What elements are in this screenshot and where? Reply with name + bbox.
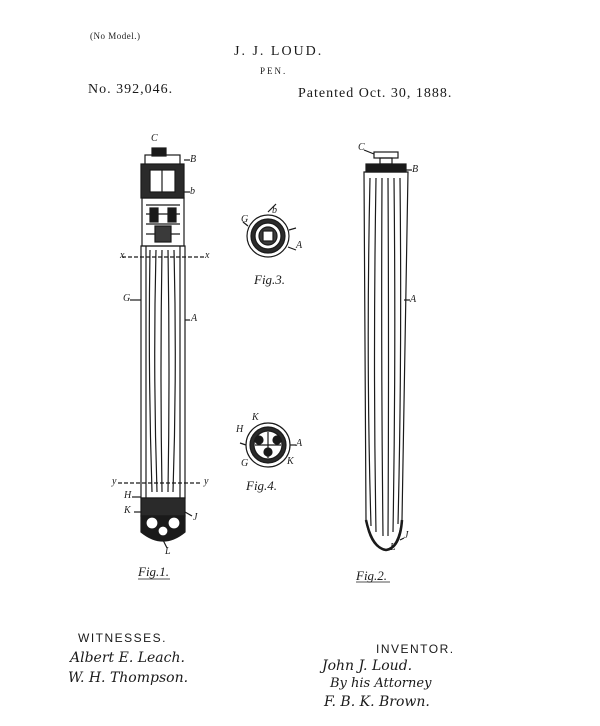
label-B-fig1: B <box>190 154 197 165</box>
label-C-fig1: C <box>151 133 158 144</box>
inventor-signature: John J. Loud. <box>322 658 413 674</box>
by-attorney: By his Attorney <box>330 676 432 691</box>
fig3-caption: Fig.3. <box>254 272 286 287</box>
patent-date: Patented Oct. 30, 1888. <box>298 86 453 101</box>
label-G-fig3: G <box>241 214 249 225</box>
label-L-fig2: L <box>390 542 396 553</box>
label-b-fig3: b <box>272 205 277 216</box>
attorney-signature: F. B. K. Brown. <box>324 694 430 710</box>
patent-title: PEN. <box>260 66 288 76</box>
witness-signature-1: Albert E. Leach. <box>70 650 185 666</box>
label-J-fig1: J <box>193 512 198 523</box>
inventor-name: J. J. LOUD. <box>234 44 324 59</box>
fig1-drawing <box>118 148 204 548</box>
label-b-fig1: b <box>190 186 195 197</box>
no-model-note: (No Model.) <box>90 31 141 41</box>
label-H-fig4: H <box>236 424 244 435</box>
label-A-fig2: A <box>410 294 417 305</box>
label-K-fig1: K <box>124 505 131 516</box>
label-x-right: x <box>205 250 210 261</box>
label-A-fig1: A <box>191 313 198 324</box>
fig2-drawing <box>364 150 412 550</box>
witnesses-heading: WITNESSES. <box>78 631 168 645</box>
label-G-fig1: G <box>123 293 131 304</box>
fig1-caption: Fig.1. <box>138 564 170 579</box>
label-L-fig1: L <box>165 546 171 557</box>
label-G-fig4: G <box>241 458 249 469</box>
label-J-fig2: J <box>404 530 409 541</box>
label-K-fig4: K <box>252 412 259 423</box>
label-y-left: y <box>112 476 117 487</box>
label-K-fig4-b: K <box>287 456 294 467</box>
patent-number: No. 392,046. <box>88 82 174 97</box>
label-y-right: y <box>204 476 209 487</box>
label-A-fig3: A <box>296 240 303 251</box>
witness-signature-2: W. H. Thompson. <box>68 670 189 686</box>
label-x-left: x <box>120 250 125 261</box>
label-A-fig4: A <box>296 438 303 449</box>
fig3-drawing <box>243 204 296 257</box>
label-B-fig2: B <box>412 164 419 175</box>
inventor-heading: INVENTOR. <box>376 642 455 656</box>
label-H-fig1: H <box>124 490 132 501</box>
fig2-caption: Fig.2. <box>356 568 388 583</box>
fig4-caption: Fig.4. <box>246 478 278 493</box>
label-C-fig2: C <box>358 142 365 153</box>
